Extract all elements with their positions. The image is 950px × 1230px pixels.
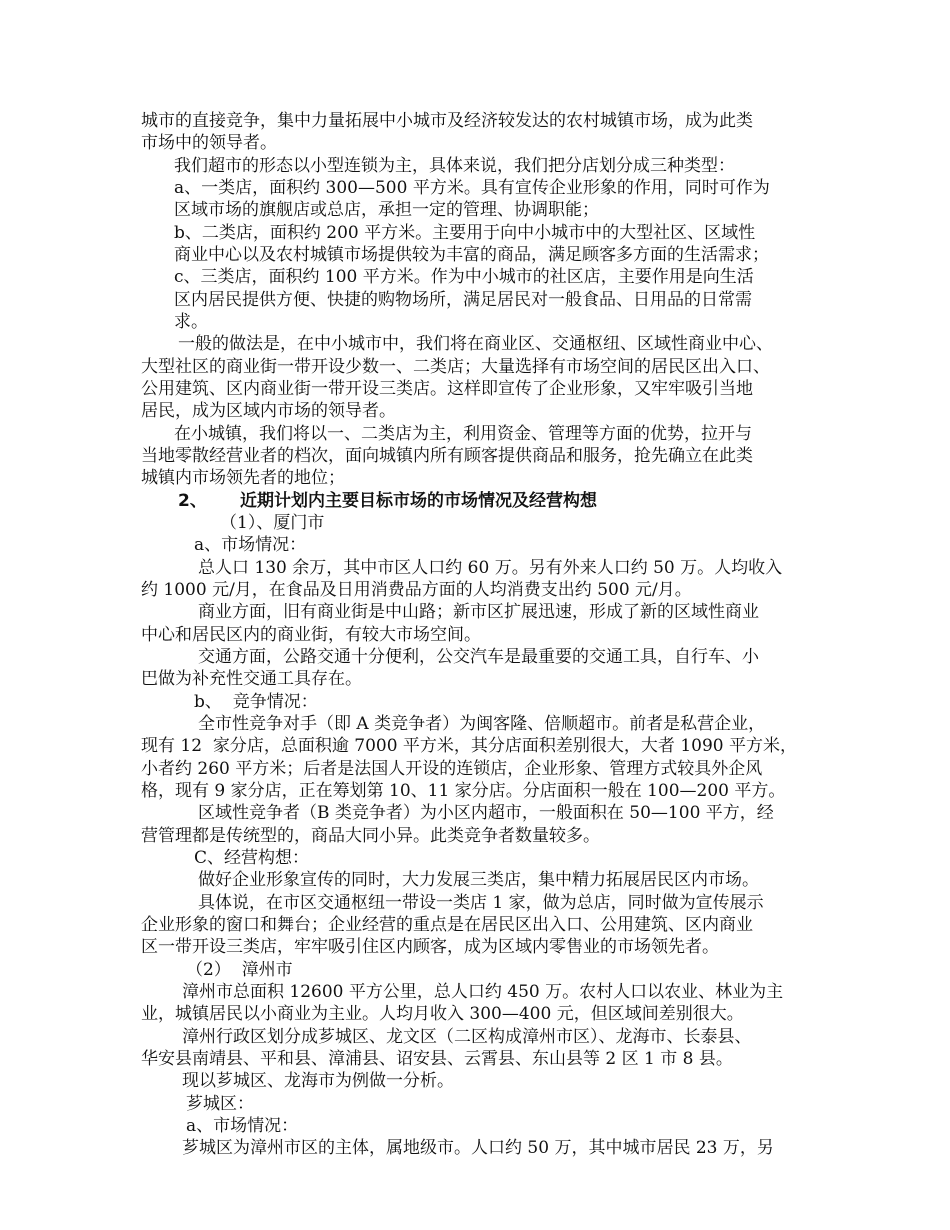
text-line: 漳州行政区划分成芗城区、龙文区（二区构成漳州市区）、龙海市、长泰县、: [182, 1027, 752, 1047]
text-line: 区域性竞争者（B 类竞争者）为小区内超市，一般面积在 50—100 平方，经: [198, 803, 774, 823]
text-line: 商业方面，旧有商业街是中山路；新市区扩展迅速，形成了新的区域性商业: [198, 602, 759, 622]
text-line: 大型社区的商业街一带开设少数一、二类店；大量选择有市场空间的居民区出入口、: [141, 357, 770, 377]
text-line: 芗城区为漳州市区的主体，属地级市。人口约 50 万，其中城市居民 23 万，另: [182, 1138, 774, 1158]
text-line: 业，城镇居民以小商业为主业。人均月收入 300—400 元，但区域间差别很大。: [141, 1004, 744, 1024]
text-line: 在小城镇，我们将以一、二类店为主，利用资金、管理等方面的优势，拉开与: [174, 424, 752, 444]
text-line: 区域市场的旗舰店或总店，承担一定的管理、协调职能；: [174, 200, 599, 220]
section-number: 2、: [178, 491, 207, 511]
text-line: 芗城区：: [186, 1094, 254, 1114]
text-line: C、经营构想：: [194, 848, 310, 868]
text-line: 市场中的领导者。: [141, 133, 277, 153]
subsection-heading: （2） 漳州市: [186, 960, 293, 980]
text-line: a、一类店，面积约 300—500 平方米。具有宣传企业形象的作用，同时可作为: [174, 178, 770, 198]
text-line: 公用建筑、区内商业街一带开设三类店。这样即宣传了企业形象，又牢牢吸引当地: [141, 379, 753, 399]
text-line: 现以芗城区、龙海市为例做一分析。: [182, 1071, 454, 1091]
text-line: 全市性竞争对手（即 A 类竞争者）为闽客隆、倍顺超市。前者是私营企业，: [198, 714, 766, 734]
text-line: 巴做为补充性交通工具存在。: [141, 669, 362, 689]
text-line: 区内居民提供方便、快捷的购物场所，满足居民对一般食品、日用品的日常需: [174, 290, 752, 310]
text-line: a、市场情况：: [194, 535, 307, 555]
text-line: 中心和居民区内的商业街，有较大市场空间。: [141, 625, 481, 645]
text-line: 一般的做法是，在中小城市中，我们将在商业区、交通枢纽、区域性商业中心、: [178, 334, 773, 354]
text-line: 求。: [174, 312, 208, 332]
text-line: 现有 12 家分店，总面积逾 7000 平方米，其分店面积差别很大，大者 1090 平方米，: [141, 736, 797, 756]
text-line: 区一带开设三类店，牢牢吸引住区内顾客，成为区域内零售业的市场领先者。: [141, 937, 719, 957]
text-line: b、 竞争情况：: [194, 692, 318, 712]
subsection-heading: （1）、厦门市: [220, 513, 325, 533]
text-line: 我们超市的形态以小型连锁为主，具体来说，我们把分店划分成三种类型：: [174, 156, 735, 176]
text-line: 总人口 130 余万，其中市区人口约 60 万。另有外来人口约 50 万。人均收入: [198, 558, 783, 578]
text-line: 格，现有 9 家分店，正在筹划第 10、11 家分店。分店面积一般在 100—200 平方。: [141, 781, 786, 801]
text-line: a、市场情况：: [186, 1116, 299, 1136]
text-line: 城镇内市场领先者的地位；: [141, 468, 345, 488]
text-line: 当地零散经营业者的档次，面向城镇内所有顾客提供商品和服务，抢先确立在此类: [141, 446, 753, 466]
text-line: 约 1000 元/月，在食品及日用消费品方面的人均消费支出约 500 元/月。: [141, 580, 692, 600]
text-line: 城市的直接竞争，集中力量拓展中小城市及经济较发达的农村城镇市场，成为此类: [141, 111, 753, 131]
text-line: 营管理都是传统型的，商品大同小异。此类竞争者数量较多。: [141, 826, 600, 846]
text-line: 小者约 260 平方米；后者是法国人开设的连锁店，企业形象、管理方式较具外企风: [141, 759, 763, 779]
text-line: 企业形象的窗口和舞台；企业经营的重点是在居民区出入口、公用建筑、区内商业: [141, 915, 753, 935]
text-line: 漳州市总面积 12600 平方公里，总人口约 450 万。农村人口以农业、林业为主: [182, 982, 784, 1002]
text-line: 居民，成为区域内市场的领导者。: [141, 401, 396, 421]
text-line: 商业中心以及农村城镇市场提供较为丰富的商品，满足顾客多方面的生活需求；: [174, 245, 769, 265]
text-line: b、二类店，面积约 200 平方米。主要用于向中小城市中的大型社区、区域性: [174, 223, 756, 243]
text-line: 华安县南靖县、平和县、漳浦县、诏安县、云霄县、东山县等 2 区 1 市 8 县。: [141, 1049, 733, 1069]
text-line: 具体说，在市区交通枢纽一带设一类店 1 家，做为总店，同时做为宣传展示: [198, 893, 764, 913]
text-line: 交通方面，公路交通十分便利，公交汽车是最重要的交通工具，自行车、小: [198, 647, 759, 667]
section-heading: 近期计划内主要目标市场的市场情况及经营构想: [240, 491, 597, 511]
text-line: c、三类店，面积约 100 平方米。作为中小城市的社区店，主要作用是向生活: [174, 267, 754, 287]
text-line: 做好企业形象宣传的同时，大力发展三类店，集中精力拓展居民区内市场。: [198, 870, 759, 890]
